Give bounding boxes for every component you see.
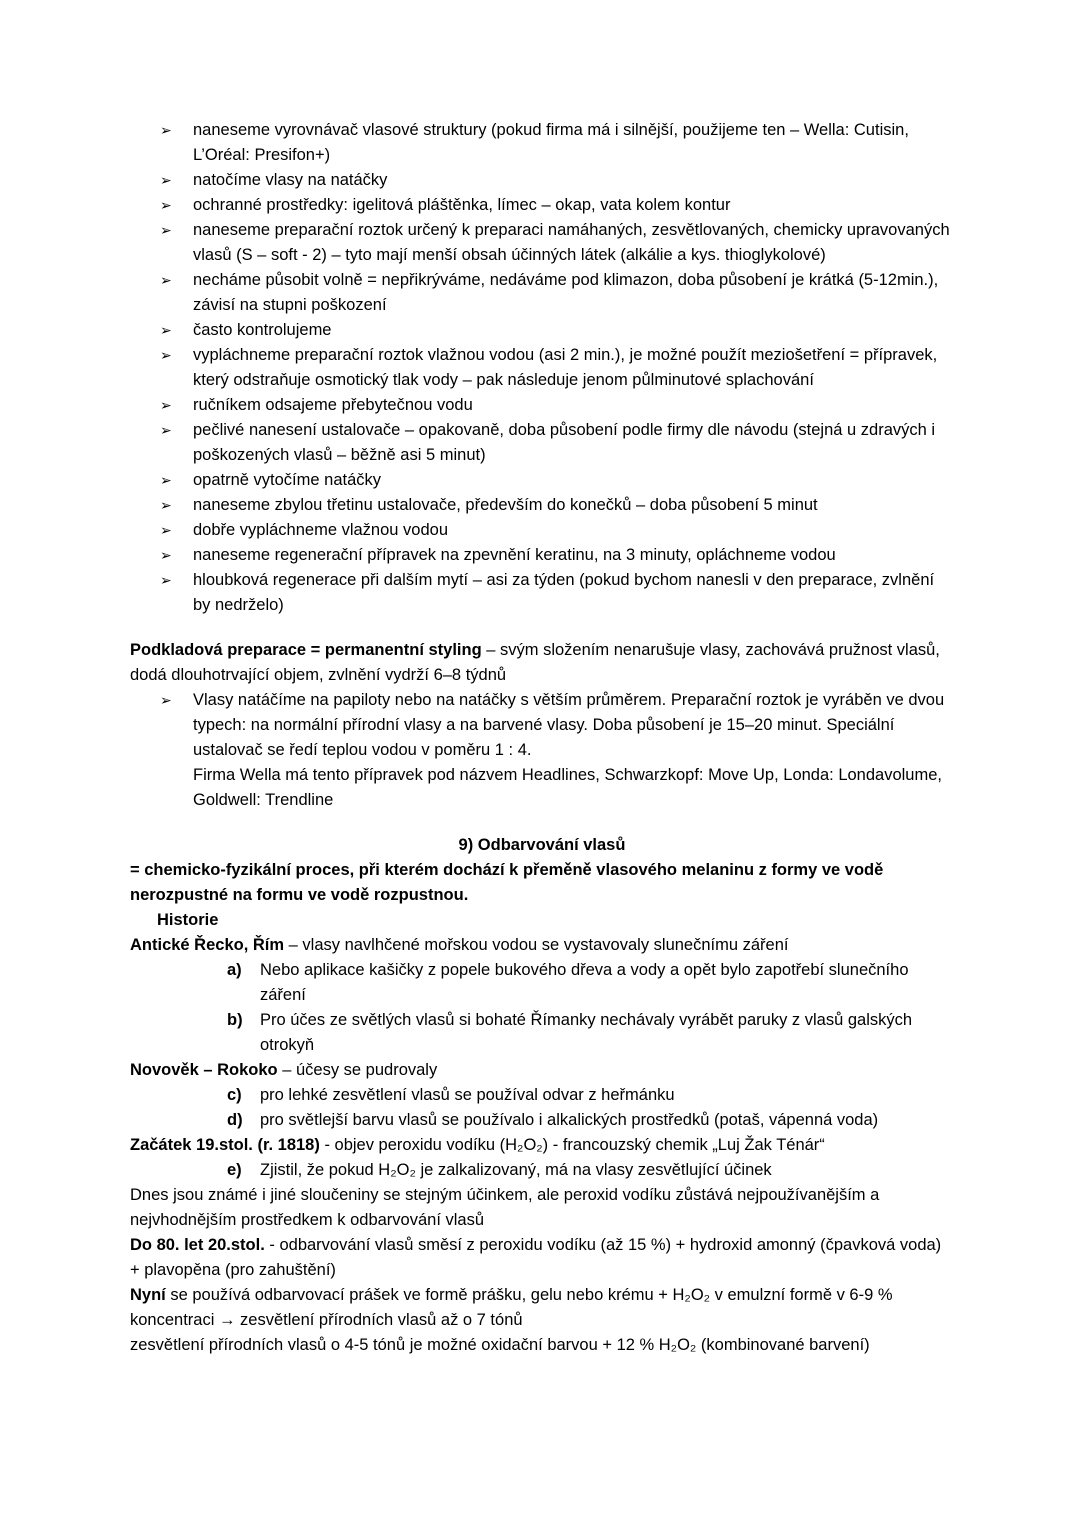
list-item (160, 268, 954, 318)
paragraph-zacatek (130, 1133, 954, 1158)
list-item-text: ručníkem odsajeme přebytečnou vodu (193, 396, 473, 414)
arrow-bullet-icon: ➢ (160, 322, 172, 338)
paragraph-lead-bold: Antické Řecko, Řím (130, 936, 285, 954)
arrow-bullet-icon: ➢ (160, 472, 172, 488)
list-item (160, 468, 954, 493)
list-item (160, 393, 954, 418)
paragraph-nyni (130, 1283, 954, 1333)
list-item-text: často kontrolujeme (193, 321, 332, 339)
lettered-item-e (227, 1158, 954, 1183)
paragraph-text: – účesy se pudrovaly (277, 1061, 438, 1079)
item-text: Nebo aplikace kašičky z popele bukového dřeva a vody a opět bylo zapotřebí slunečního záření (260, 961, 909, 1004)
item-text: Pro účes ze světlých vlasů si bohaté Římanky nechávaly vyrábět paruky z vlasů galských otrokyň (260, 1011, 913, 1054)
list-item (160, 518, 954, 543)
list-item-text (193, 688, 954, 813)
list-item (160, 318, 954, 343)
paragraph-lead-bold: Podkladová preparace = permanentní styling (130, 641, 482, 659)
procedure-list (130, 118, 954, 618)
arrow-bullet-icon: ➢ (160, 692, 172, 708)
list-item-text: pečlivé nanesení ustalovače – opakovaně, doba působení podle firmy dle návodu (stejná u zdravých i poškozených vlasů – běžně asi 5 minut) (193, 421, 936, 464)
lettered-item-a (227, 958, 954, 1008)
paragraph-dnes: Dnes jsou známé i jiné sloučeniny se stejným účinkem, ale peroxid vodíku zůstává nejpoužívanějším a nejvhodnějším prostředkem k odbarvování vlasů (130, 1186, 880, 1229)
list-item-text: natočíme vlasy na natáčky (193, 171, 388, 189)
item-text: pro lehké zesvětlení vlasů se používal odvar z heřmánku (260, 1086, 675, 1104)
arrow-bullet-icon: ➢ (160, 422, 172, 438)
paragraph-lead-bold: Novověk – Rokoko (130, 1061, 278, 1079)
paragraph-podkladova-preparace (130, 638, 954, 688)
item-letter: c) (227, 1086, 242, 1104)
paragraph-text: – vlasy navlhčené mořskou vodou se vystavovaly slunečnímu záření (284, 936, 789, 954)
paragraph-text: - odbarvování vlasů směsí z peroxidu vodíku (až 15 %) + hydroxid amonný (čpavková voda) + plavopěna (pro zahuštění) (130, 1236, 942, 1279)
list-item-text: naneseme zbylou třetinu ustalovače, především do konečků – doba působení 5 minut (193, 496, 818, 514)
list-item (160, 118, 954, 168)
list-item (160, 343, 954, 393)
paragraph-novovek (130, 1058, 954, 1083)
arrow-bullet-icon: ➢ (160, 522, 172, 538)
podklad-list (130, 688, 954, 813)
lettered-item-d (227, 1108, 954, 1133)
arrow-bullet-icon: ➢ (160, 172, 172, 188)
item-text: Zjistil, že pokud H₂O₂ je zalkalizovaný, má na vlasy zesvětlující účinek (260, 1161, 772, 1179)
arrow-bullet-icon: ➢ (160, 222, 172, 238)
historie-label: Historie (157, 911, 219, 929)
paragraph-text: – svým složením nenarušuje vlasy, zachovává pružnost vlasů, dodá dlouhotrvající objem, zvlnění vydrží 6–8 týdnů (130, 641, 940, 684)
arrow-bullet-icon: ➢ (160, 397, 172, 413)
paragraph-lead-bold: Začátek 19.stol. (r. 1818) (130, 1136, 320, 1154)
item-letter: e) (227, 1161, 242, 1179)
paragraph-text: - objev peroxidu vodíku (H₂O₂) - francouzský chemik „Luj Žak Ténár“ (319, 1136, 825, 1154)
arrow-bullet-icon: ➢ (160, 347, 172, 363)
list-item-text: necháme působit volně = nepřikrýváme, nedáváme pod klimazon, doba působení je krátká (5-12min.), závisí na stupni poškození (193, 271, 939, 314)
list-item-text: ochranné prostředky: igelitová pláštěnka, límec – okap, vata kolem kontur (193, 196, 731, 214)
list-item (160, 543, 954, 568)
list-item-text: naneseme preparační roztok určený k preparaci namáhaných, zesvětlovaných, chemicky upravovaných vlasů (S – soft - 2) – tyto mají menší obsah účinných látek (alkálie a kys. thioglykolové) (193, 221, 950, 264)
paragraph-antika (130, 933, 954, 958)
item-letter: b) (227, 1011, 243, 1029)
list-item-paragraph: Vlasy natáčíme na papiloty nebo na natáčky s větším průměrem. Preparační roztok je vyráběn ve dvou typech: na normální přírodní vlasy a na barvené vlasy. Doba působení je 15–20 minut. Speciální ustalovač se ředí teplou vodou v poměru 1 : 4. (193, 691, 945, 759)
list-item-text: opatrně vytočíme natáčky (193, 471, 382, 489)
lettered-item-c (227, 1083, 954, 1108)
section-heading: 9) Odbarvování vlasů (458, 836, 626, 854)
arrow-bullet-icon: ➢ (160, 272, 172, 288)
arrow-bullet-icon: ➢ (160, 122, 172, 138)
list-item-paragraph: Firma Wella má tento přípravek pod názvem Headlines, Schwarzkopf: Move Up, Londa: Londavolume, Goldwell: Trendline (193, 766, 942, 809)
list-item (160, 688, 954, 813)
item-letter: a) (227, 961, 242, 979)
paragraph-lead-bold: Nyní (130, 1286, 166, 1304)
list-item-text: dobře vypláchneme vlažnou vodou (193, 521, 449, 539)
item-text: pro světlejší barvu vlasů se používalo i alkalických prostředků (potaš, vápenná voda) (260, 1111, 879, 1129)
paragraph-zesvetleni: zesvětlení přírodních vlasů o 4-5 tónů je možné oxidační barvou + 12 % H₂O₂ (kombinované barvení) (130, 1336, 870, 1354)
list-item (160, 168, 954, 193)
list-item-text: naneseme regenerační přípravek na zpevnění keratinu, na 3 minuty, opláchneme vodou (193, 546, 836, 564)
list-item (160, 493, 954, 518)
item-letter: d) (227, 1111, 243, 1129)
list-item (160, 218, 954, 268)
list-item (160, 193, 954, 218)
arrow-bullet-icon: ➢ (160, 197, 172, 213)
list-item (160, 418, 954, 468)
list-item-text: hloubková regenerace při dalším mytí – asi za týden (pokud bychom nanesli v den preparace, zvlnění by nedrželo) (193, 571, 935, 614)
definition-paragraph: = chemicko-fyzikální proces, při kterém dochází k přeměně vlasového melaninu z formy ve vodě nerozpustné na formu ve vodě rozpustnou. (130, 861, 884, 904)
lettered-item-b (227, 1008, 954, 1058)
list-item-text: vypláchneme preparační roztok vlažnou vodou (asi 2 min.), je možné použít meziošetření = přípravek, který odstraňuje osmotický tlak vody – pak následuje jenom půlminutové splachování (193, 346, 938, 389)
paragraph-do80 (130, 1233, 954, 1283)
list-item-text: naneseme vyrovnávač vlasové struktury (pokud firma má i silnější, použijeme ten – Wella: Cutisin, L’Oréal: Presifon+) (193, 121, 909, 164)
paragraph-text: se používá odbarvovací prášek ve formě prášku, gelu nebo krému + H₂O₂ v emulzní formě v 6-9 % koncentraci → zesvětlení přírodních vlasů až o 7 tónů (130, 1286, 893, 1329)
paragraph-lead-bold: Do 80. let 20.stol. (130, 1236, 265, 1254)
arrow-bullet-icon: ➢ (160, 572, 172, 588)
list-item (160, 568, 954, 618)
arrow-bullet-icon: ➢ (160, 497, 172, 513)
arrow-bullet-icon: ➢ (160, 547, 172, 563)
